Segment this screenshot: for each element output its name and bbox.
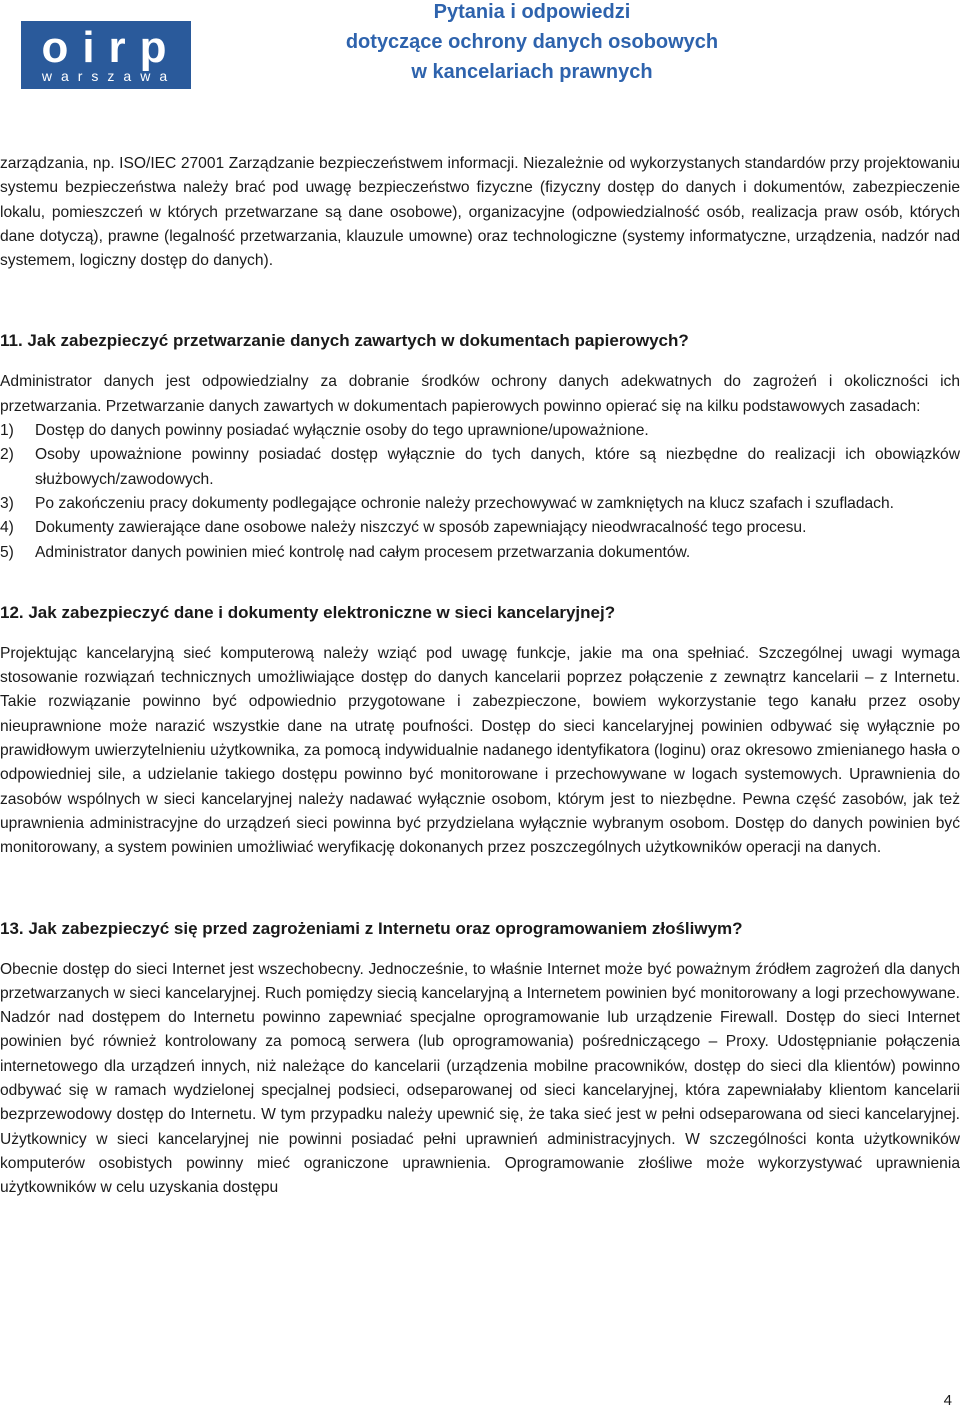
list-item-text: Po zakończeniu pracy dokumenty podlegające ochronie należy przechowywać w zamkniętych na klucz szafach i szufladach. bbox=[35, 494, 894, 512]
list-item-text: Osoby upoważnione powinny posiadać dostęp wyłącznie do tych danych, które są niezbędne do realizacji ich obowiązków służbowych/zawodowych. bbox=[35, 446, 960, 488]
list-item bbox=[0, 541, 960, 565]
list-item bbox=[0, 516, 960, 540]
logo-subtext: warszawa bbox=[41, 68, 177, 84]
document-header-title bbox=[272, 0, 792, 87]
list-item-number: 5) bbox=[0, 543, 14, 561]
header-title-line-1: Pytania i odpowiedzi bbox=[433, 1, 631, 23]
section-11-paragraph: Administrator danych jest odpowiedzialny za dobranie środków ochrony danych adekwatnych do zagrożeń i okoliczności ich przetwarzania. Przetwarzanie danych zawartych w dokumentach papierowych powinno opierać się na kilku podstawowych zasadach: bbox=[0, 373, 960, 415]
section-13-paragraph: Obecnie dostęp do sieci Internet jest wszechobecny. Jednocześnie, to właśnie Internet może być poważnym źródłem zagrożeń dla danych przetwarzanych w sieci kancelaryjnej. Ruch pomiędzy siecią kancelaryjną a Internetem powinien być monitorowany a logi przechowywane. Nadzór nad dostępem do Internetu powinno zapewniać specjalne oprogramowanie lub urządzenie Firewall. Dostęp do sieci Internet powinien być również kontrolowany za pomocą serwera (lub oprogramowania) pośredniczącego – Proxy. Udostępnianie połączenia internetowego dla urządzeń innych, niż należące do kancelarii (urządzenia mobilne pracowników, dostęp do sieci dla klientów) powinno odbywać się w ramach wydzielonej specjalnej podsieci, odseparowanej od sieci kancelaryjnej, która zapewniałaby klientom kancelarii bezprzewodowy dostęp do Internetu. W tym przypadku należy upewnić się, że taka sieć jest w pełni odseparowana od sieci kancelaryjnej. Użytkownicy w sieci kancelaryjnej nie powinni posiadać pełni uprawnień administracyjnych. W szczególności konta użytkowników komputerów osobistych powinny mieć ograniczone uprawnienia. Oprogramowanie złośliwe może wykorzystywać uprawnienia użytkowników w celu uzyskania dostępu bbox=[0, 960, 960, 1197]
section-heading-11: 11. Jak zabezpieczyć przetwarzanie danych zawartych w dokumentach papierowych? bbox=[0, 331, 689, 351]
page-number: 4 bbox=[943, 1392, 952, 1409]
list-item-text: Dokumenty zawierające dane osobowe należy niszczyć w sposób zapewniający nieodwracalność tego procesu. bbox=[35, 519, 807, 537]
list-item-number: 3) bbox=[0, 494, 14, 512]
document-body bbox=[0, 152, 960, 1201]
header-title-line-3: w kancelariach prawnych bbox=[411, 61, 653, 83]
header-title-line-2: dotyczące ochrony danych osobowych bbox=[345, 31, 719, 53]
oirp-logo bbox=[21, 21, 191, 89]
list-item bbox=[0, 443, 960, 492]
list-item-number: 2) bbox=[0, 446, 14, 464]
section-heading-13: 13. Jak zabezpieczyć się przed zagrożeniami z Internetu oraz oprogramowaniem złośliwym? bbox=[0, 918, 743, 938]
list-item-number: 4) bbox=[0, 519, 14, 537]
list-item-text: Administrator danych powinien mieć kontrolę nad całym procesem przetwarzania dokumentów. bbox=[35, 543, 691, 561]
section-heading-12: 12. Jak zabezpieczyć dane i dokumenty elektroniczne w sieci kancelaryjnej? bbox=[0, 602, 616, 622]
list-item-text: Dostęp do danych powinny posiadać wyłącznie osoby do tego uprawnione/upoważnione. bbox=[35, 422, 649, 440]
section-11-list bbox=[0, 419, 960, 565]
section-12-paragraph: Projektując kancelaryjną sieć komputerową należy wziąć pod uwagę funkcje, jakie ma ona spełniać. Szczególnej uwagi wymaga stosowanie rozwiązań technicznych umożliwiające dostęp do danych kancelarii poprzez połączenie z zewnątrz kancelarii – z Internetu. Takie rozwiązanie powinno być odpowiednio przygotowane i zabezpieczone, bowiem wykorzystanie tego kanału przez osoby nieuprawnione może narazić wszystkie dane na utratę poufności. Dostęp do sieci kancelaryjnej powinien odbywać się wyłącznie po prawidłowym uwierzytelnieniu użytkownika, za pomocą indywidualnie nadanego identyfikatora (loginu) oraz okresowo zmienianego hasła o odpowiedniej sile, a udzielanie takiego dostępu powinno być monitorowane i przechowywane w logach systemowych. Uprawnienia do zasobów wspólnych w sieci kancelaryjnej należy nadawać wyłącznie osobom, którym jest to niezbędne. Pewna część zasobów, jak też uprawnienia administracyjne do urządzeń sieci powinna być przydzielana wyłącznie wybranym osobom. Dostęp do danych powinien być monitorowany, a system powinien umożliwiać weryfikację dokonanych przez poszczególnych użytkowników operacji na danych. bbox=[0, 644, 960, 857]
list-item-number: 1) bbox=[0, 422, 14, 440]
list-item bbox=[0, 492, 960, 516]
list-item bbox=[0, 419, 960, 443]
logo-text: oirp bbox=[41, 23, 181, 72]
intro-paragraph: zarządzania, np. ISO/IEC 27001 Zarządzanie bezpieczeństwem informacji. Niezależnie od wykorzystanych standardów przy projektowaniu systemu bezpieczeństwa należy brać pod uwagę bezpieczeństwo fizyczne (fizyczny dostęp do danych i dokumentów, zabezpieczenie lokalu, pomieszczeń w których przetwarzane są dane osobowe), organizacyjne (odpowiedzialność osób, realizacja praw osób, których dane dotyczą), prawne (legalność przetwarzania, klauzule umowne) oraz technologiczne (systemy informatyczne, urządzenia, nadzór nad systemem, logiczny dostęp do danych). bbox=[0, 155, 960, 270]
